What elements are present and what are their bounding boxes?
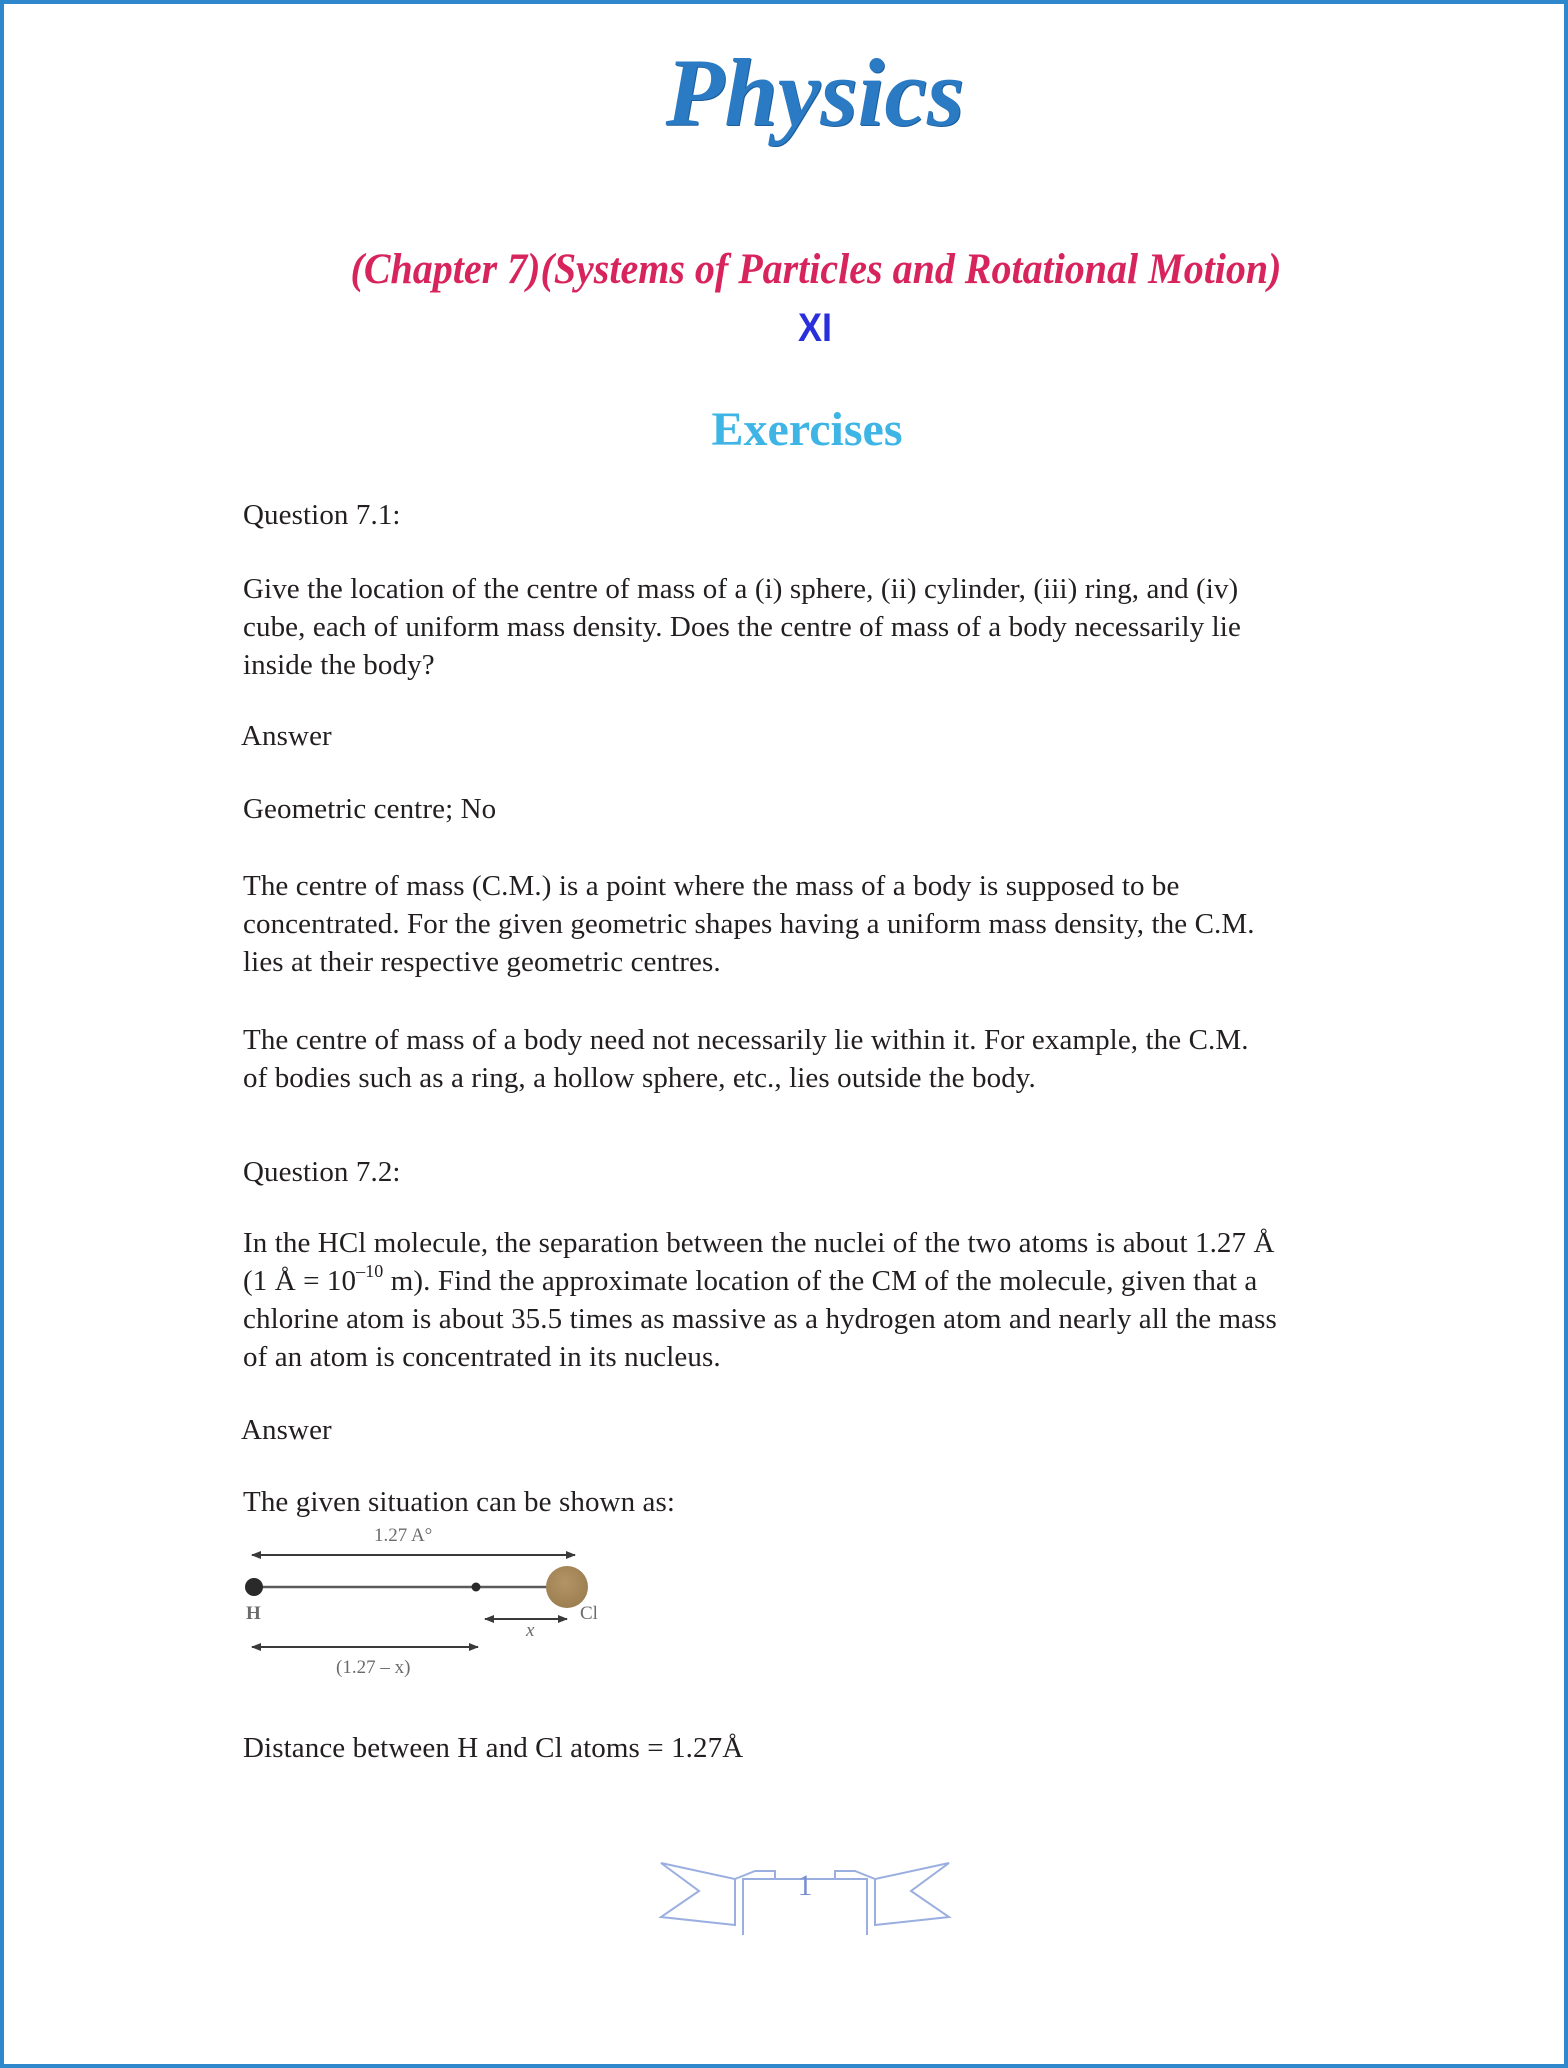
centre-of-mass-point (472, 1583, 481, 1592)
question-line: of an atom is concentrated in its nucleus. (243, 1341, 721, 1373)
question-line (243, 1262, 1277, 1300)
answer-short: Geometric centre; No (243, 793, 497, 825)
chlorine-label: Cl (580, 1603, 598, 1624)
remaining-distance-label: (1.27 – x) (336, 1657, 411, 1678)
answer-intro: The given situation can be shown as: (243, 1486, 676, 1518)
section-title: Exercises (711, 403, 903, 456)
answer-line: of bodies such as a ring, a hollow sphere, etc., lies outside the body. (243, 1062, 1036, 1094)
answer-paragraph (243, 867, 1255, 981)
question-label: Question 7.2: (243, 1156, 401, 1188)
hcl-molecule-diagram (240, 1520, 620, 1700)
grade-label: XI (797, 306, 833, 350)
text-run: In the (243, 1227, 318, 1259)
answer-label: Answer (241, 1414, 332, 1446)
page-number: 1 (797, 1869, 813, 1902)
question-label: Question 7.1: (243, 499, 401, 531)
question-line: Give the location of the centre of mass of a (i) sphere, (ii) cylinder, (iii) ring, and (iv) (243, 573, 1239, 605)
question-line: inside the body? (243, 649, 435, 681)
answer-line: concentrated. For the given geometric shapes having a uniform mass density, the C.M. (243, 908, 1255, 940)
answer-line: lies at their respective geometric centres. (243, 946, 721, 978)
question-text (243, 1224, 1277, 1376)
diagram-graphic (240, 1520, 620, 1700)
total-distance-label: 1.27 A° (374, 1525, 433, 1546)
hcl-term: HCl (317, 1227, 367, 1259)
answer-paragraph (243, 1021, 1249, 1097)
question-line: cube, each of uniform mass density. Does the centre of mass of a body necessarily lie (243, 611, 1241, 643)
chapter-title: (Chapter 7)(Systems of Particles and Rotational Motion) (350, 246, 1282, 293)
exponent: –10 (356, 1261, 384, 1282)
chlorine-atom (546, 1566, 588, 1608)
text-run: molecule, the separation between the nuclei of the two atoms is about 1.27 Å (366, 1227, 1275, 1259)
distance-statement: Distance between H and Cl atoms = 1.27Å (243, 1732, 744, 1764)
question-line (243, 1224, 1277, 1262)
hydrogen-label: H (246, 1603, 261, 1624)
answer-label: Answer (241, 720, 332, 752)
question-line: chlorine atom is about 35.5 times as massive as a hydrogen atom and nearly all the mass (243, 1303, 1277, 1335)
text-run: (1 Å = 10 (243, 1265, 357, 1297)
page-number-ribbon (655, 1845, 955, 1935)
answer-line: The centre of mass (C.M.) is a point where the mass of a body is supposed to be (243, 870, 1180, 902)
text-run: m). Find the approximate location of the CM of the molecule, given that a (383, 1265, 1258, 1297)
x-label: x (526, 1620, 535, 1641)
subject-title: Physics (665, 39, 965, 146)
answer-line: The centre of mass of a body need not necessarily lie within it. For example, the C.M. (243, 1024, 1249, 1056)
question-text (243, 570, 1241, 684)
hydrogen-atom (245, 1578, 263, 1596)
